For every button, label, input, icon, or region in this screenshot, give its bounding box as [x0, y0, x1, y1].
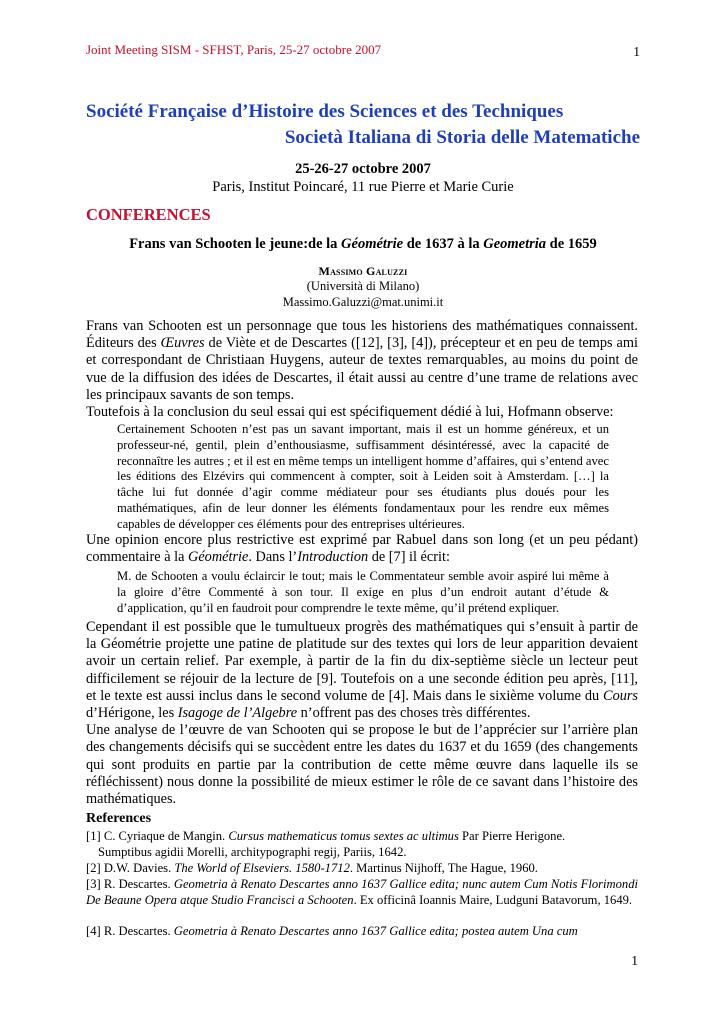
author-affiliation: (Università di Milano)	[306, 279, 420, 293]
society-title-french: Société Française d’Histoire des Sciences et des Techniques	[86, 101, 564, 122]
text-run: de [7] il écrit:	[368, 549, 450, 566]
event-venue: Paris, Institut Poincaré, 11 rue Pierre et Marie Curie	[212, 179, 514, 195]
body-block-3	[86, 619, 638, 808]
reference-3	[86, 877, 638, 908]
blockquote-rabuel: M. de Schooten a voulu éclaircir le tout; mais le Commentateur semble avoir aspiré lui même à la gloire d’être Commenté à son tour. Il exige en plus d’un endroit autant d’étude & d’application, qu’il en faudroit pour comprendre le texte même, qu’il prétend expliquer.	[117, 569, 609, 615]
text-run: Une opinion encore plus restrictive est exprimé par Rabuel dans son long (et un peu pédant) commentaire à la	[86, 532, 638, 566]
body-block-1	[86, 318, 638, 421]
text-run: Par Pierre Herigone.	[458, 829, 566, 843]
running-head-text: Joint Meeting SISM - SFHST, Paris, 25-27 octobre 2007	[86, 42, 382, 57]
text-run: [1] C. Cyriaque de Mangin.	[86, 829, 229, 843]
talk-title-part: Frans van Schooten le jeune:de la	[129, 236, 342, 252]
paragraph-2: Toutefois à la conclusion du seul essai qui est spécifiquement dédié à lui, Hofmann observe:	[86, 404, 614, 421]
talk-title-part: de 1659	[546, 236, 597, 252]
text-run: Cependant il est possible que le tumultueux progrès des mathématiques qui s’ensuit à partir de la Géométrie projette une patine de platitude sur des textes qui lors de leur apparition devaient avoir un certain relief. Par exemple, à partir de la fin du dix-septième siècle un lecteur peut difficilement se réjouir de la lecture de [9]. Toutefois on a une seconde édition peu après, [11], et le texte est aussi inclus dans le second volume de [4]. Mais dans le sixième volume du	[86, 619, 638, 704]
blockquote-hofmann: Certainement Schooten n’est pas un savant important, mais il est un homme généreux, et un professeur-né, gentil, plein d’enthousiasme, suffisamment désintéressé, avec la capacité de reconnaître les autres ; et il est en même temps un intelligent homme d’affaires, qui s’entend avec les éditions des Elzévirs qui commencent à compter, soit à Leiden soit à Amsterdam. […] la tâche lui fut donnée d’agir comme médiateur pour ses étudiants plus doués pour les mathématiques, afin de leur donner les éléments fondamentaux pour les rendre eux mêmes capables de développer ces éléments pour des entreprises ultérieures.	[117, 422, 609, 531]
text-run: n’offrent pas des choses très différentes.	[297, 705, 531, 722]
talk-title-italic: Géométrie	[341, 236, 404, 252]
reference-2	[86, 861, 638, 877]
author-name: Massimo Galuzzi	[318, 264, 408, 278]
footer-page-number: 1	[631, 953, 638, 968]
paragraph-3	[86, 532, 638, 566]
italic-run: Cours	[603, 687, 638, 704]
italic-run: The World of Elseviers. 1580-1712	[174, 861, 350, 875]
italic-run: Introduction	[297, 549, 369, 566]
author-email: Massimo.Galuzzi@mat.unimi.it	[282, 295, 444, 309]
text-run: Sumptibus agidii Morelli, architypographi regij, Pariis, 1642.	[98, 844, 407, 859]
paragraph-4	[86, 619, 638, 722]
body-block-2	[86, 532, 638, 566]
talk-title-part: de 1637 à la	[403, 236, 484, 252]
italic-run: Geometria à Renato Descartes anno 1637 Gallice edita; nunc autem Cum Notis Florimondi De Beaune Opera atque Studio Francisci a Schooten	[86, 877, 638, 907]
paragraph-1	[86, 318, 638, 404]
text-run: [2] D.W. Davies.	[86, 861, 175, 875]
header-page-number: 1	[633, 44, 640, 59]
references-heading: References	[86, 811, 152, 826]
italic-run: Œuvres	[160, 335, 205, 352]
talk-title-italic: Geometria	[483, 236, 547, 252]
reference-4	[86, 924, 638, 940]
society-title-italian: Società Italiana di Storia delle Matematiche	[284, 127, 640, 148]
italic-run: Geometria à Renato Descartes anno 1637 Gallice edita; postea autem Una cum	[173, 924, 578, 938]
running-header	[86, 42, 640, 58]
text-run: de Viète et de Descartes ([12], [3], [4]), précepteur et en peu de temps ami et correspondant de Christiaan Huygens, auteur de textes remarquables, au moins du point de vue de la diffusion des idées de Descartes, il était aussi au centre d’une trame de relations avec les principaux savants de son temps.	[86, 335, 638, 403]
italic-run: Géométrie	[188, 549, 249, 566]
text-run: [4] R. Descartes.	[86, 924, 174, 938]
italic-run: Isagoge de l’Algebre	[177, 705, 298, 722]
paragraph-5: Une analyse de l’œuvre de van Schooten qui se propose le but de l’apprécier sur l’arrière plan des changements décisifs qui se succèdent entre les dates du 1637 et du 1659 (des changements qui sont produits en partie par la contribution de cette même œuvre dans laquelle ils se réfléchissent) nous donne la possibilité de mieux estimer le rôle de ce savant dans l’histoire des mathématiques.	[86, 722, 638, 808]
reference-1	[86, 829, 638, 860]
text-run: Frans van Schooten est un personnage que tous les historiens des mathématiques connaissent. Éditeurs des	[86, 318, 638, 352]
talk-title	[86, 236, 640, 253]
event-dates: 25-26-27 octobre 2007	[295, 161, 431, 177]
text-run: d’Hérigone, les	[86, 705, 178, 722]
text-run: . Martinus Nijhoff, The Hague, 1960.	[349, 861, 538, 875]
italic-run: Cursus mathematicus tomus sextes ac ultimus	[228, 829, 459, 843]
text-run: . Ex officinâ Ioannis Maire, Ludguni Batavorum, 1649.	[353, 892, 633, 907]
text-run: [3] R. Descartes.	[86, 877, 174, 891]
section-heading: CONFERENCES	[86, 205, 211, 224]
text-run: . Dans l’	[248, 549, 298, 566]
